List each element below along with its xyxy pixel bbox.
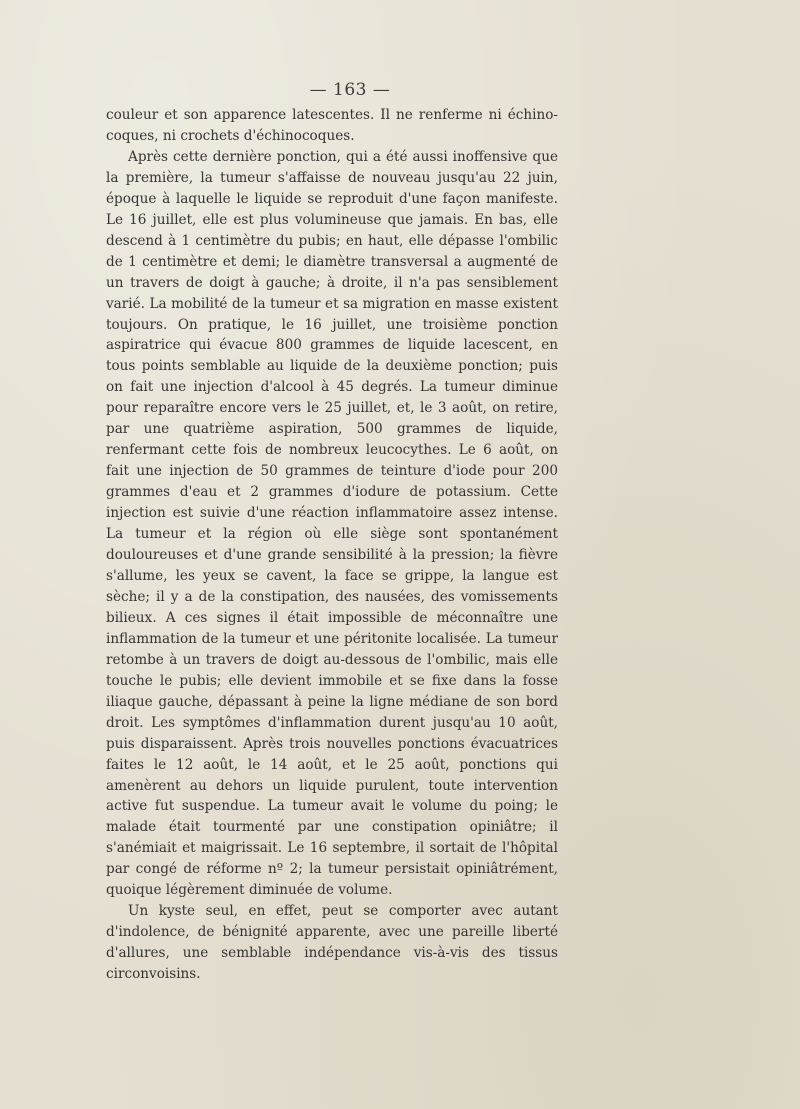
page-number: — 163 — [309, 80, 391, 100]
paragraph-case-history: Après cette dernière ponction, qui a été aussi inoffensive que la première, la tumeur s'affaisse de nouveau jusqu'au 22 juin, époque à laquelle le liquide se reproduit d'une façon manifeste. Le 16 juillet, elle est plus volumineuse que jamais. En bas, elle descend à 1 centimètre du pubis; en haut, elle dépasse l'ombilic de 1 centimètre et demi; le diamètre transversal a augmenté de un travers de doigt à gauche; à droite, il n'a pas sensiblement varié. La mobilité de la tumeur et sa migration en masse existent toujours. On pratique, le 16 juillet, une troisième ponction aspiratrice qui évacue 800 grammes de liquide lacescent, en tous points semblable au liquide de la deuxième ponction; puis on fait une injection d'alcool à 45 degrés. La tumeur diminue pour reparaître encore vers le 25 juillet, et, le 3 août, on retire, par une quatrième aspiration, 500 grammes de liquide, renfermant cette fois de nombreux leucocythes. Le 6 août, on fait une injection de 50 grammes de teinture d'iode pour 200 grammes d'eau et 2 grammes d'iodure de potassium. Cette injection est suivie d'une réaction inflammatoire assez intense. La tumeur et la région où elle siège sont spontanément douloureuses et d'une grande sensibilité à la pression; la fièvre s'allume, les yeux se cavent, la face se grippe, la langue est sèche; il y a de la constipation, des nausées, des vomissements bilieux. A ces signes il était impossible de méconnaître une inflammation de la tumeur et une péritonite localisée. La tumeur retombe à un travers de doigt au-dessous de l'ombilic, mais elle touche le pubis; elle devient immobile et se fixe dans la fosse iliaque gauche, dépassant à peine la ligne médiane de son bord droit. Les symptômes d'inflammation durent jusqu'au 10 août, puis disparaissent. Après trois nouvelles ponctions évacuatrices faites le 12 août, le 14 août, et le 25 août, ponctions qui amenèrent au dehors un liquide purulent, toute intervention active fut suspendue. La tumeur avait le volume du poing; le malade était tourmenté par une constipation opiniâtre; il s'anémiait et maigrissait. Le 16 septembre, il sortait de l'hôpital par congé de réforme nº 2; la tumeur persistait opiniâtrément, quoique légèrement diminuée de volume. [106, 148, 558, 899]
body-text [106, 105, 558, 985]
paragraph-continued: couleur et son apparence latescentes. Il ne renferme ni échino-coques, ni crochets d'échinocoques. [106, 107, 558, 144]
paragraph-conclusion: Un kyste seul, en effet, peut se comporter avec autant d'indolence, de bénignité apparente, avec une pareille liberté d'allures, une semblable indépendance vis-à-vis des tissus circonvoisins. [106, 903, 558, 983]
